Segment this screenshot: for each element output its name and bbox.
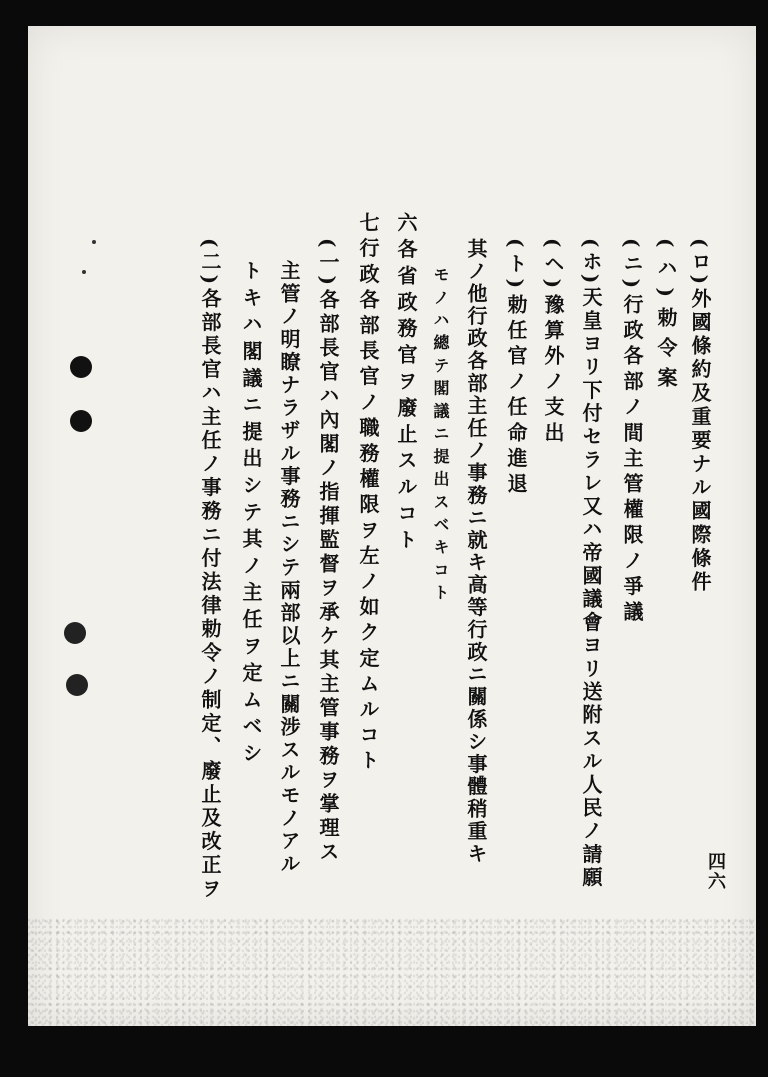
text-column-3: (ニ)行政各部ノ間主管權限ノ爭議 — [620, 238, 644, 627]
binding-hole — [70, 356, 92, 378]
text-column-11: (一)各部長官ハ內閣ノ指揮監督ヲ承ケ其主管事務ヲ掌理ス — [316, 238, 340, 865]
text-column-2: (ハ)勅令案 — [654, 238, 678, 397]
text-column-9: 六各省政務官ヲ廢止スルコト — [394, 212, 418, 556]
page-number: 四六 — [705, 852, 726, 892]
text-column-14: (二)各部長官ハ主任ノ事務ニ付法律勅令ノ制定、廢止及改正ヲ — [198, 238, 222, 902]
text-column-5: (ヘ)豫算外ノ支出 — [541, 238, 565, 448]
text-column-8: モノハ總テ閣議ニ提出スベキコト — [431, 266, 450, 607]
document-page — [28, 26, 756, 1026]
binding-hole — [70, 410, 92, 432]
text-column-7: 其ノ他行政各部主任ノ事務ニ就キ高等行政ニ關係シ事體稍重キ — [464, 238, 488, 866]
text-column-10: 七行政各部長官ノ職務權限ヲ左ノ如ク定ムルコト — [356, 212, 380, 776]
text-column-6: (ト)勅任官ノ任命進退 — [504, 238, 528, 499]
text-column-4: (ホ)天皇ヨリ下付セラレ又ハ帝國議會ヨリ送附スル人民ノ請願 — [579, 238, 603, 890]
text-column-13: トキハ閣議ニ提出シテ其ノ主任ヲ定ムベシ — [239, 260, 263, 770]
margin-mark — [82, 270, 86, 274]
scan-border — [756, 0, 768, 1077]
margin-mark — [92, 240, 96, 244]
binding-hole — [66, 674, 88, 696]
binding-hole — [64, 622, 86, 644]
text-column-12: 主管ノ明瞭ナラザル事務ニシテ兩部以上ニ關涉スルモノアル — [277, 260, 301, 876]
text-column-1: (ロ)外國條約及重要ナル國際條件 — [688, 238, 712, 595]
